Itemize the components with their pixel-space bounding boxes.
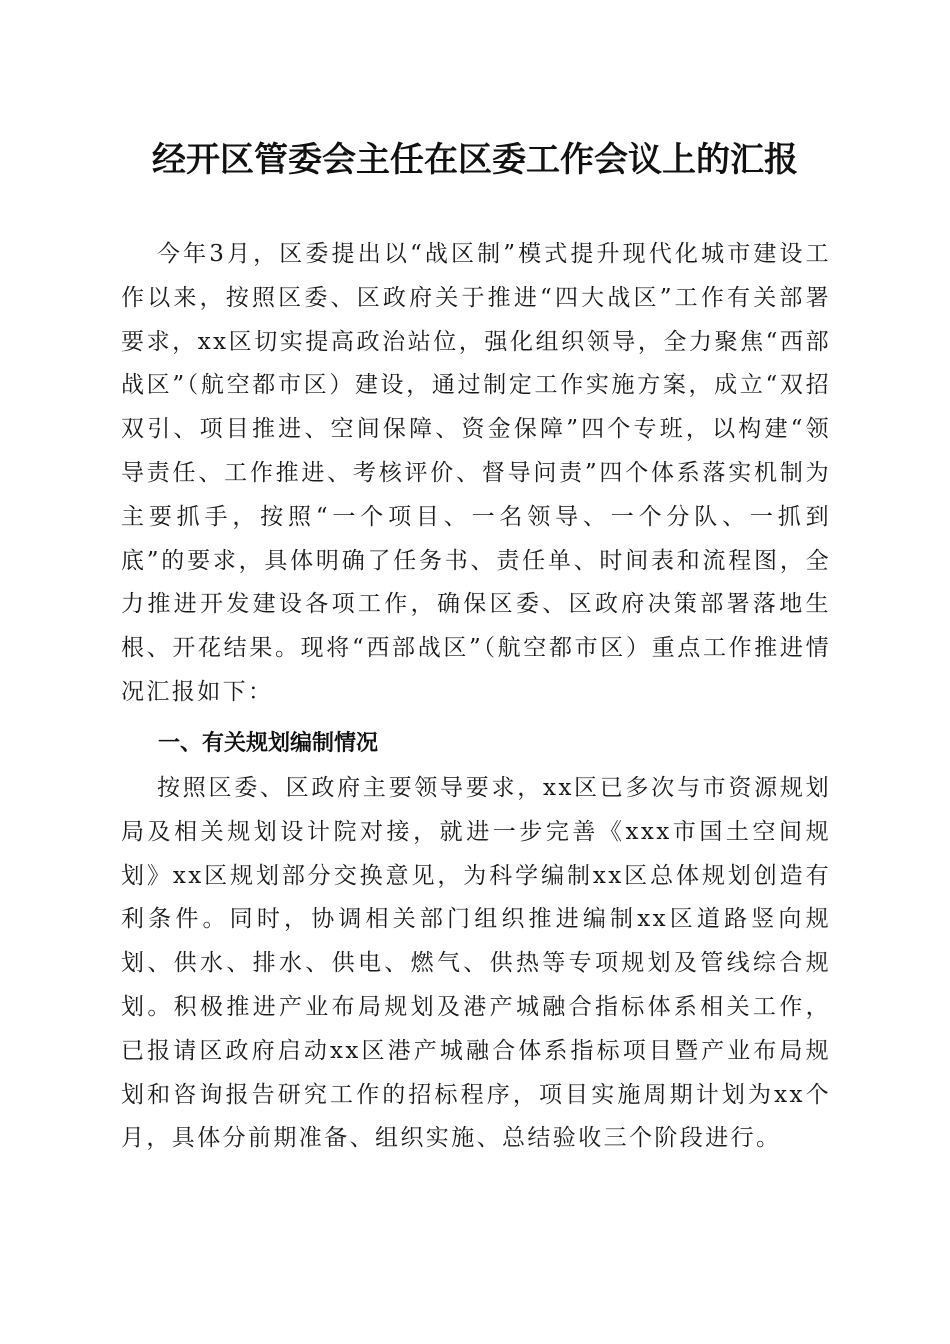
document-title: 经开区管委会主任在区委工作会议上的汇报 — [152, 140, 798, 180]
planning-paragraph: 按照区委、区政府主要领导要求，xx区已多次与市资源规划局及相关规划设计院对接，就进一步完善《xxx市国土空间规划》xx区规划部分交换意见，为科学编制xx区总体规划创造有利条件。同时，协调相关部门组织推进编制xx区道路竖向规划、供水、排水、供电、燃气、供热等专项规划及管线综合规划。积极推进产业布局规划及港产城融合指标体系相关工作，已报请区政府启动xx区港产城融合体系指标项目暨产业布局规划和咨询报告研究工作的招标程序，项目实施周期计划为xx个月，具体分前期准备、组织实施、总结验收三个阶段进行。 — [121, 775, 831, 1152]
section-heading-planning: 一、有关规划编制情况 — [158, 731, 379, 756]
intro-paragraph: 今年3月，区委提出以“战区制”模式提升现代化城市建设工作以来，按照区委、区政府关于推进“四大战区”工作有关部署要求，xx区切实提高政治站位，强化组织领导，全力聚焦“西部战区”（航空都市区）建设，通过制定工作实施方案，成立“双招双引、项目推进、空间保障、资金保障”四个专班，以构建“领导责任、工作推进、考核评价、督导问责”四个体系落实机制为主要抓手，按照“一个项目、一名领导、一个分队、一抓到底”的要求，具体明确了任务书、责任单、时间表和流程图，全力推进开发建设各项工作，确保区委、区政府决策部署落地生根、开花结果。现将“西部战区”（航空都市区）重点工作推进情况汇报如下： — [121, 241, 831, 705]
